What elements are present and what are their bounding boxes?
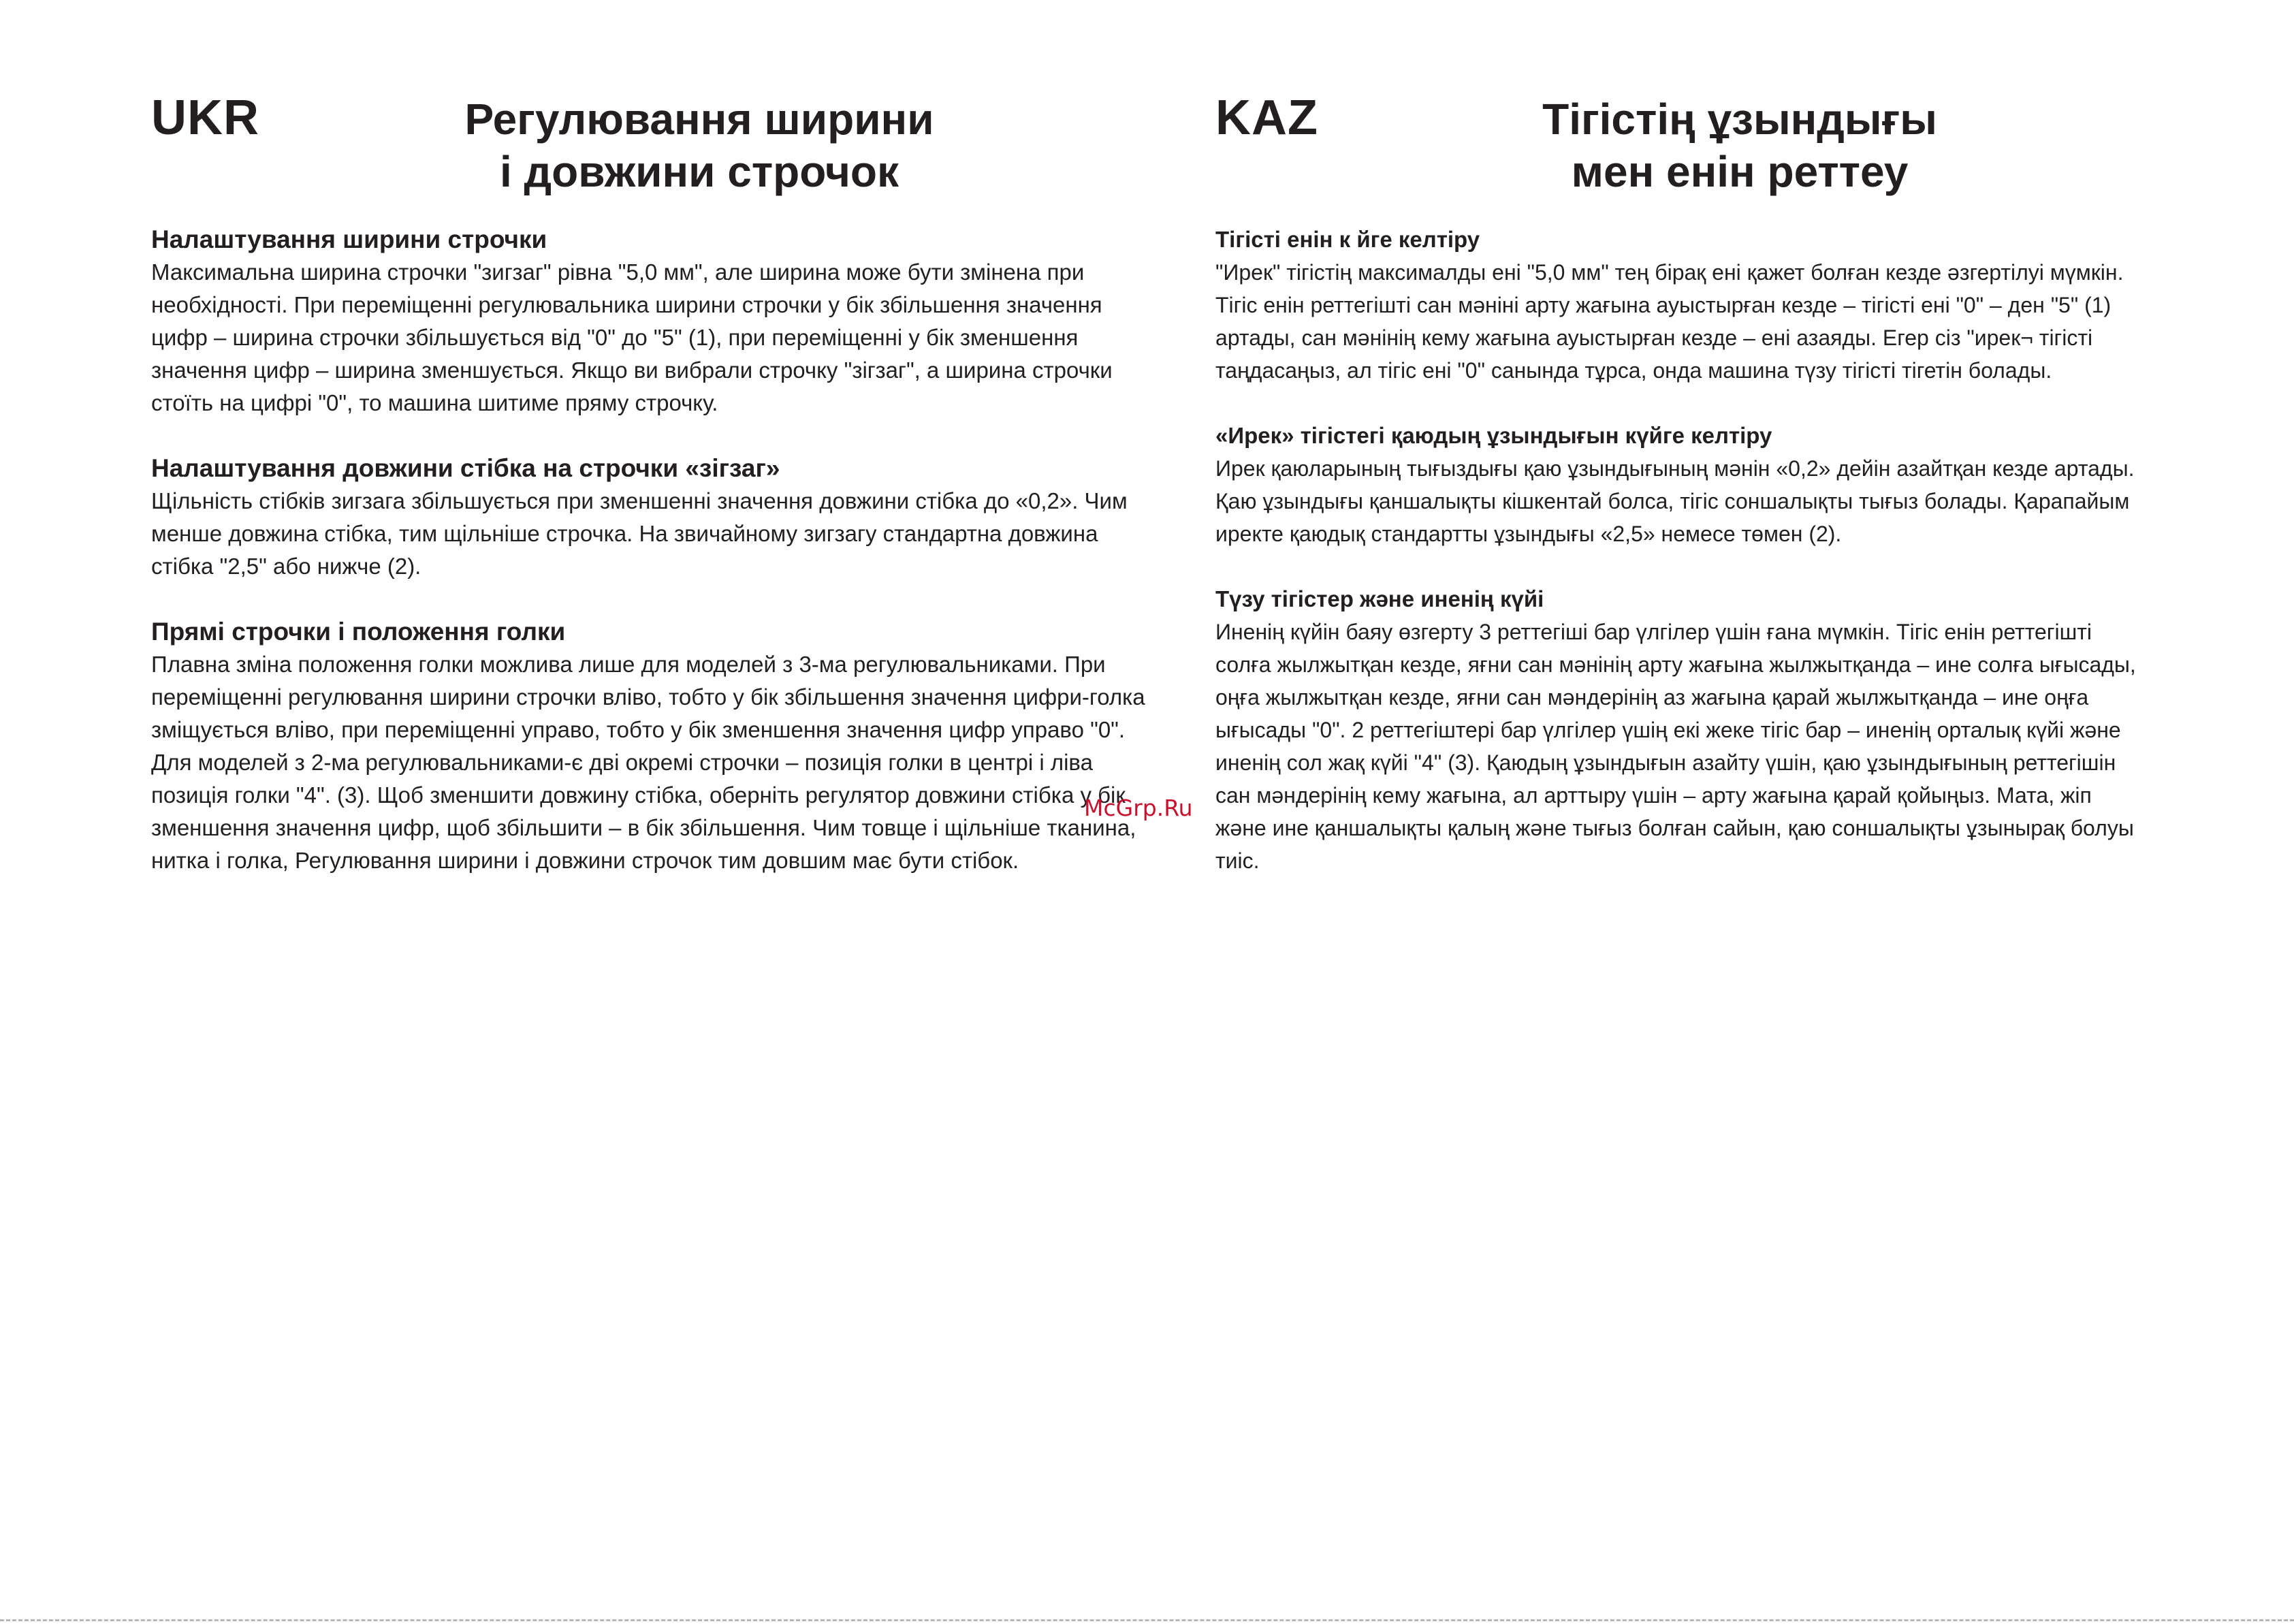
section-body: Щільність стібків зигзага збільшується при зменшенні значення довжини стібка до «0,2». Чим менше довжина стібка, тим щільніше строчка. На звичайному зигзагу стандартна довжина стібка "2,5" або нижче (2). [151, 488, 1128, 579]
section-heading: «Ирек» тігістегі қаюдың ұзындығын күйге келтіру [1215, 423, 1772, 448]
page-title-kaz [1433, 93, 2046, 198]
section-body: Плавна зміна положення голки можлива лише для моделей з 3-ма регулювальниками. При переміщенні регулювання ширини строчки вліво, тобто у бік збільшення значення цифри-голка зміщується вліво, при переміщенні управо, тобто у бік зменшення значення цифр управо "0". Для моделей з 2-ма регулювальниками-є дві окремі строчки – позиція голки в центрі і ліва позиція голки "4". (3). Щоб зменшити довжину стібка, оберніть регулятор довжини стібка у бік зменшення значення цифр, щоб збільшити – в бік збільшення. Чим товще і щільніше тканина, нитка і голка, Регулювання ширини і довжини строчок тим довшим має бути стібок. [151, 652, 1145, 873]
section-heading: Тігісті енін к йге келтіру [1215, 227, 1480, 252]
language-code-ukr: UKR [151, 91, 259, 145]
section-heading: Түзу тігістер және иненің күйі [1215, 586, 1544, 611]
section-heading: Налаштування довжини стібка на строчки «зігзаг» [151, 454, 780, 482]
section-straight-needle [151, 616, 1149, 877]
section-straight-needle [1215, 583, 2148, 877]
ukr-sections [151, 223, 1149, 910]
language-code-kaz: KAZ [1215, 91, 1318, 145]
section-body: "Ирек" тігістің максималды ені "5,0 мм" тең бірақ ені қажет болған кезде әзгертілуі мүмкін. Тігіс енін реттегішті сан мәніні арту жағына ауыстырған кезде – тігісті ені "0" – ден "5" (1) артады, сан мәнінің кему жағына ауыстырған кезде – ені азаяды. Егер сіз "ирек¬ тігісті таңдасаңыз, ал тігіс ені "0" санында тұрса, онда машина түзу тігісті тігетін болады. [1215, 260, 2124, 383]
section-zigzag-length [1215, 419, 2148, 550]
section-heading: Налаштування ширини строчки [151, 225, 547, 253]
title-line-1: Тігістің ұзындығы [1542, 95, 1937, 144]
bottom-divider [0, 1619, 2294, 1621]
title-line-2: мен енін реттеу [1571, 147, 1909, 196]
page-title-ukr [383, 93, 1016, 198]
section-body: Иненің күйін баяу өзгерту 3 реттегіші бар үлгілер үшін ғана мүмкін. Тігіс енін реттегішті солға жылжытқан кезде, яғни сан мәнінің арту жағына жылжытқанда – ине солға ығысады, оңға жылжытқан кезде, яғни сан мәндерінің аз жағына қарай жылжытқанда – ине оңға ығысады "0". 2 реттегіштері бар үлгілер үшің екі жеке тігіс бар – иненің орталық күйі және иненің сол жақ күйі "4" (3). Қаюдың ұзындығын азайту үшін, қаю ұзындығының реттегішін сан мәндерінің кему жағына, ал арттыру үшін – арту жағына қарай қойыңыз. Мата, жіп және ине қаншалықты қалың және тығыз болған сайын, қаю соншалықты ұзынырақ болуы тиіс. [1215, 620, 2136, 873]
title-line-2: і довжини строчок [499, 147, 899, 196]
title-line-1: Регулювання ширини [464, 95, 934, 144]
kaz-sections [1215, 223, 2148, 910]
section-stitch-width [151, 223, 1149, 419]
watermark: McGrp.Ru [1084, 795, 1193, 821]
section-body: Ирек қаюларының тығыздығы қаю ұзындығының мәнін «0,2» дейін азайтқан кезде артады. Қаю ұзындығы қаншалықты кішкентай болса, тігіс соншалықты тығыз болады. Қарапайым иректе қаюдық стандартты ұзындығы «2,5» немесе төмен (2). [1215, 456, 2135, 546]
section-heading: Прямі строчки і положення голки [151, 618, 566, 646]
section-stitch-width [1215, 223, 2148, 387]
section-body: Максимальна ширина строчки "зигзаг" рівна "5,0 мм", але ширина може бути змінена при необхідності. При переміщенні регулювальника ширини строчки у бік збільшення значення цифр – ширина строчки збільшується від "0" до "5" (1), при переміщенні у бік зменшення значення цифр – ширина зменшується. Якщо ви вибрали строчку "зігзаг", а ширина строчки стоїть на цифрі "0", то машина шитиме пряму строчку. [151, 259, 1113, 415]
section-zigzag-length [151, 452, 1149, 583]
